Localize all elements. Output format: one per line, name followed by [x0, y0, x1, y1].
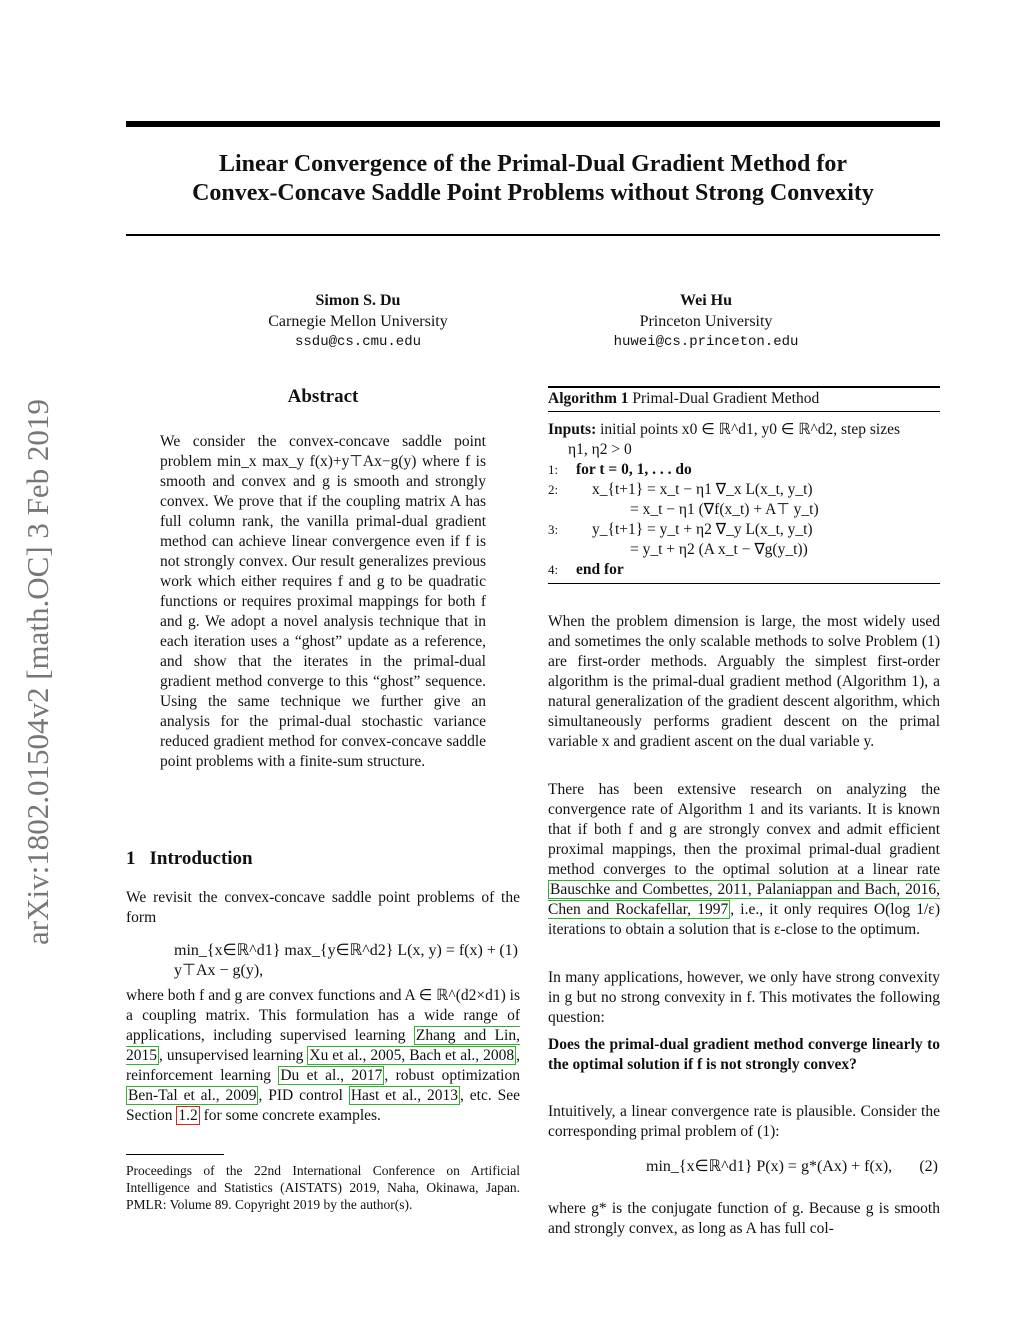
- line-text: x_{t+1} = x_t − η1 ∇_x L(x_t, y_t): [592, 480, 813, 498]
- algorithm-line: [548, 480, 940, 500]
- section-title: Introduction: [149, 848, 253, 869]
- paper-title: [126, 150, 940, 208]
- equation-body: min_{x∈ℝ^d1} P(x) = g*(Ax) + f(x),: [646, 1158, 893, 1175]
- title-line-2: Convex-Concave Saddle Point Problems without Strong Convexity: [192, 180, 874, 206]
- text-run: , reinforcement learning: [126, 1047, 520, 1084]
- section-number: 1: [126, 848, 136, 869]
- author-name: Wei Hu: [679, 292, 732, 309]
- citation-link[interactable]: Hast et al., 2013: [350, 1087, 459, 1104]
- title-rule-bottom: [126, 234, 940, 236]
- algorithm-line: [548, 460, 940, 480]
- right-paragraph-1: When the problem dimension is large, the most widely used and sometimes the only scalable methods to solve Problem (1) are first-order methods. Arguably the simplest first-order algorithm is the primal-dual gradient method (Algorithm 1), a natural generalization of the gradient descent algorithm, which simultaneously performs gradient descent on the primal variable x and gradient ascent on the dual variable y.: [548, 613, 940, 750]
- arxiv-stamp: arXiv:1802.01504v2 [math.OC] 3 Feb 2019: [20, 399, 55, 945]
- abstract-text: We consider the convex-concave saddle point problem min_x max_y f(x)+y⊤Ax−g(y) where f is smooth and convex and g is smooth and strongly convex. We prove that if the coupling matrix A has full column rank, the vanilla primal-dual gradient method can achieve linear convergence even if f is not strongly convex. Our result generalizes previous work which either requires f and g to be quadratic functions or requires proximal mappings for both f and g. We adopt a novel analysis technique that in each iteration uses a “ghost” update as a reference, and show that the iterates in the primal-dual gradient method converge to this “ghost” sequence. Using the same technique we further give an analysis for the primal-dual stochastic variance reduced gradient method for convex-concave saddle point problems with a finite-sum structure.: [160, 433, 486, 770]
- author-affiliation: Carnegie Mellon University: [268, 313, 448, 330]
- footnote: Proceedings of the 22nd International Conference on Artificial Intelligence and Statistics (AISTATS) 2019, Naha, Okinawa, Japan. PMLR: Volume 89. Copyright 2019 by the author(s).: [126, 1163, 520, 1212]
- text-run: , unsupervised learning: [159, 1047, 308, 1064]
- line-number: 3:: [548, 521, 559, 537]
- equation-1: [126, 940, 520, 979]
- text-run: , robust optimization: [384, 1067, 520, 1084]
- algorithm-name: Primal-Dual Gradient Method: [632, 389, 820, 407]
- intro-paragraph-2: [126, 986, 520, 1126]
- algorithm-line: [548, 500, 940, 520]
- line-text: = x_t − η1 (∇f(x_t) + A⊤ y_t): [630, 500, 819, 518]
- author-block-1: [208, 290, 508, 353]
- right-paragraph-4: Intuitively, a linear convergence rate is plausible. Consider the corresponding primal problem of (1):: [548, 1103, 940, 1140]
- equation-label: (1): [499, 942, 518, 959]
- line-number: 2:: [548, 481, 559, 497]
- algorithm-rule-bottom: [548, 583, 940, 585]
- algorithm-box: [548, 386, 940, 584]
- line-text: end for: [576, 560, 624, 578]
- author-affiliation: Princeton University: [639, 313, 773, 330]
- inputs-label: Inputs:: [548, 420, 597, 438]
- algorithm-line: [548, 520, 940, 540]
- section-heading: [126, 848, 253, 870]
- author-email[interactable]: ssdu@cs.cmu.edu: [294, 334, 422, 350]
- title-line-1: Linear Convergence of the Primal-Dual Gradient Method for: [218, 151, 848, 177]
- text-run: , PID control: [258, 1087, 349, 1104]
- algorithm-header: [548, 388, 940, 411]
- author-email[interactable]: huwei@cs.princeton.edu: [613, 334, 799, 350]
- line-text: = y_t + η2 (A x_t − ∇g(y_t)): [630, 540, 808, 558]
- author-block-2: [556, 290, 856, 353]
- citation-link[interactable]: Ben-Tal et al., 2009: [128, 1087, 257, 1104]
- title-rule-top: [126, 121, 940, 127]
- research-question: Does the primal-dual gradient method converge linearly to the optimal solution if f is not strongly convex?: [548, 1036, 940, 1073]
- right-paragraph-2: [548, 780, 940, 940]
- equation-label: (2): [919, 1158, 938, 1175]
- text-run: There has been extensive research on analyzing the convergence rate of Algorithm 1 and its variants. It is known that if both f and g are strongly convex and admit efficient proximal mappings, then the proximal primal-dual gradient method converges to the optimal solution at a linear rate: [548, 781, 940, 878]
- text-run: , i.e., it only requires O(log 1/ε) iterations to obtain a solution that is ε-close to the optimum.: [548, 901, 940, 938]
- section-ref-link[interactable]: 1.2: [178, 1107, 198, 1124]
- footnote-rule: [126, 1154, 224, 1155]
- text-run: where both f and g are convex functions and A ∈ ℝ^(d2×d1) is a coupling matrix. This formulation has a wide range of applications, including supervised learning: [126, 987, 520, 1044]
- citation-link[interactable]: Du et al., 2017: [280, 1067, 383, 1084]
- intro-paragraph-1: We revisit the convex-concave saddle point problems of the form: [126, 889, 520, 926]
- line-number: 4:: [548, 561, 559, 577]
- line-text: y_{t+1} = y_t + η2 ∇_y L(x_t, y_t): [592, 520, 813, 538]
- right-paragraph-5: where g* is the conjugate function of g. Because g is smooth and strongly convex, as long as A has full col-: [548, 1200, 940, 1237]
- algorithm-line: [548, 560, 940, 580]
- algorithm-label: Algorithm 1: [548, 389, 629, 407]
- right-paragraph-3: In many applications, however, we only have strong convexity in g but no strong convexity in f. This motivates the following question:: [548, 969, 940, 1026]
- equation-body: min_{x∈ℝ^d1} max_{y∈ℝ^d2} L(x, y) = f(x) + y⊤Ax − g(y),: [174, 942, 496, 979]
- text-run: , etc. See Section: [126, 1087, 520, 1124]
- citation-link[interactable]: Zhang and Lin, 2015: [126, 1027, 520, 1064]
- citation-link[interactable]: Xu et al., 2005, Bach et al., 2008: [309, 1047, 515, 1064]
- citation-link[interactable]: Bauschke and Combettes, 2011, Palaniappan and Bach, 2016, Chen and Rockafellar, 1997: [548, 881, 940, 918]
- algorithm-inputs-cont: η1, η2 > 0: [568, 440, 632, 458]
- line-number: 1:: [548, 461, 559, 477]
- text-run: for some concrete examples.: [199, 1107, 381, 1124]
- author-name: Simon S. Du: [315, 292, 401, 309]
- algorithm-line: [548, 540, 940, 560]
- equation-2: [548, 1156, 940, 1192]
- line-text: for t = 0, 1, . . . do: [576, 460, 692, 478]
- abstract-heading: Abstract: [287, 386, 359, 407]
- inputs-text: initial points x0 ∈ ℝ^d1, y0 ∈ ℝ^d2, step sizes: [600, 420, 901, 438]
- algorithm-rule-mid: [548, 411, 940, 412]
- algorithm-inputs: [548, 420, 940, 440]
